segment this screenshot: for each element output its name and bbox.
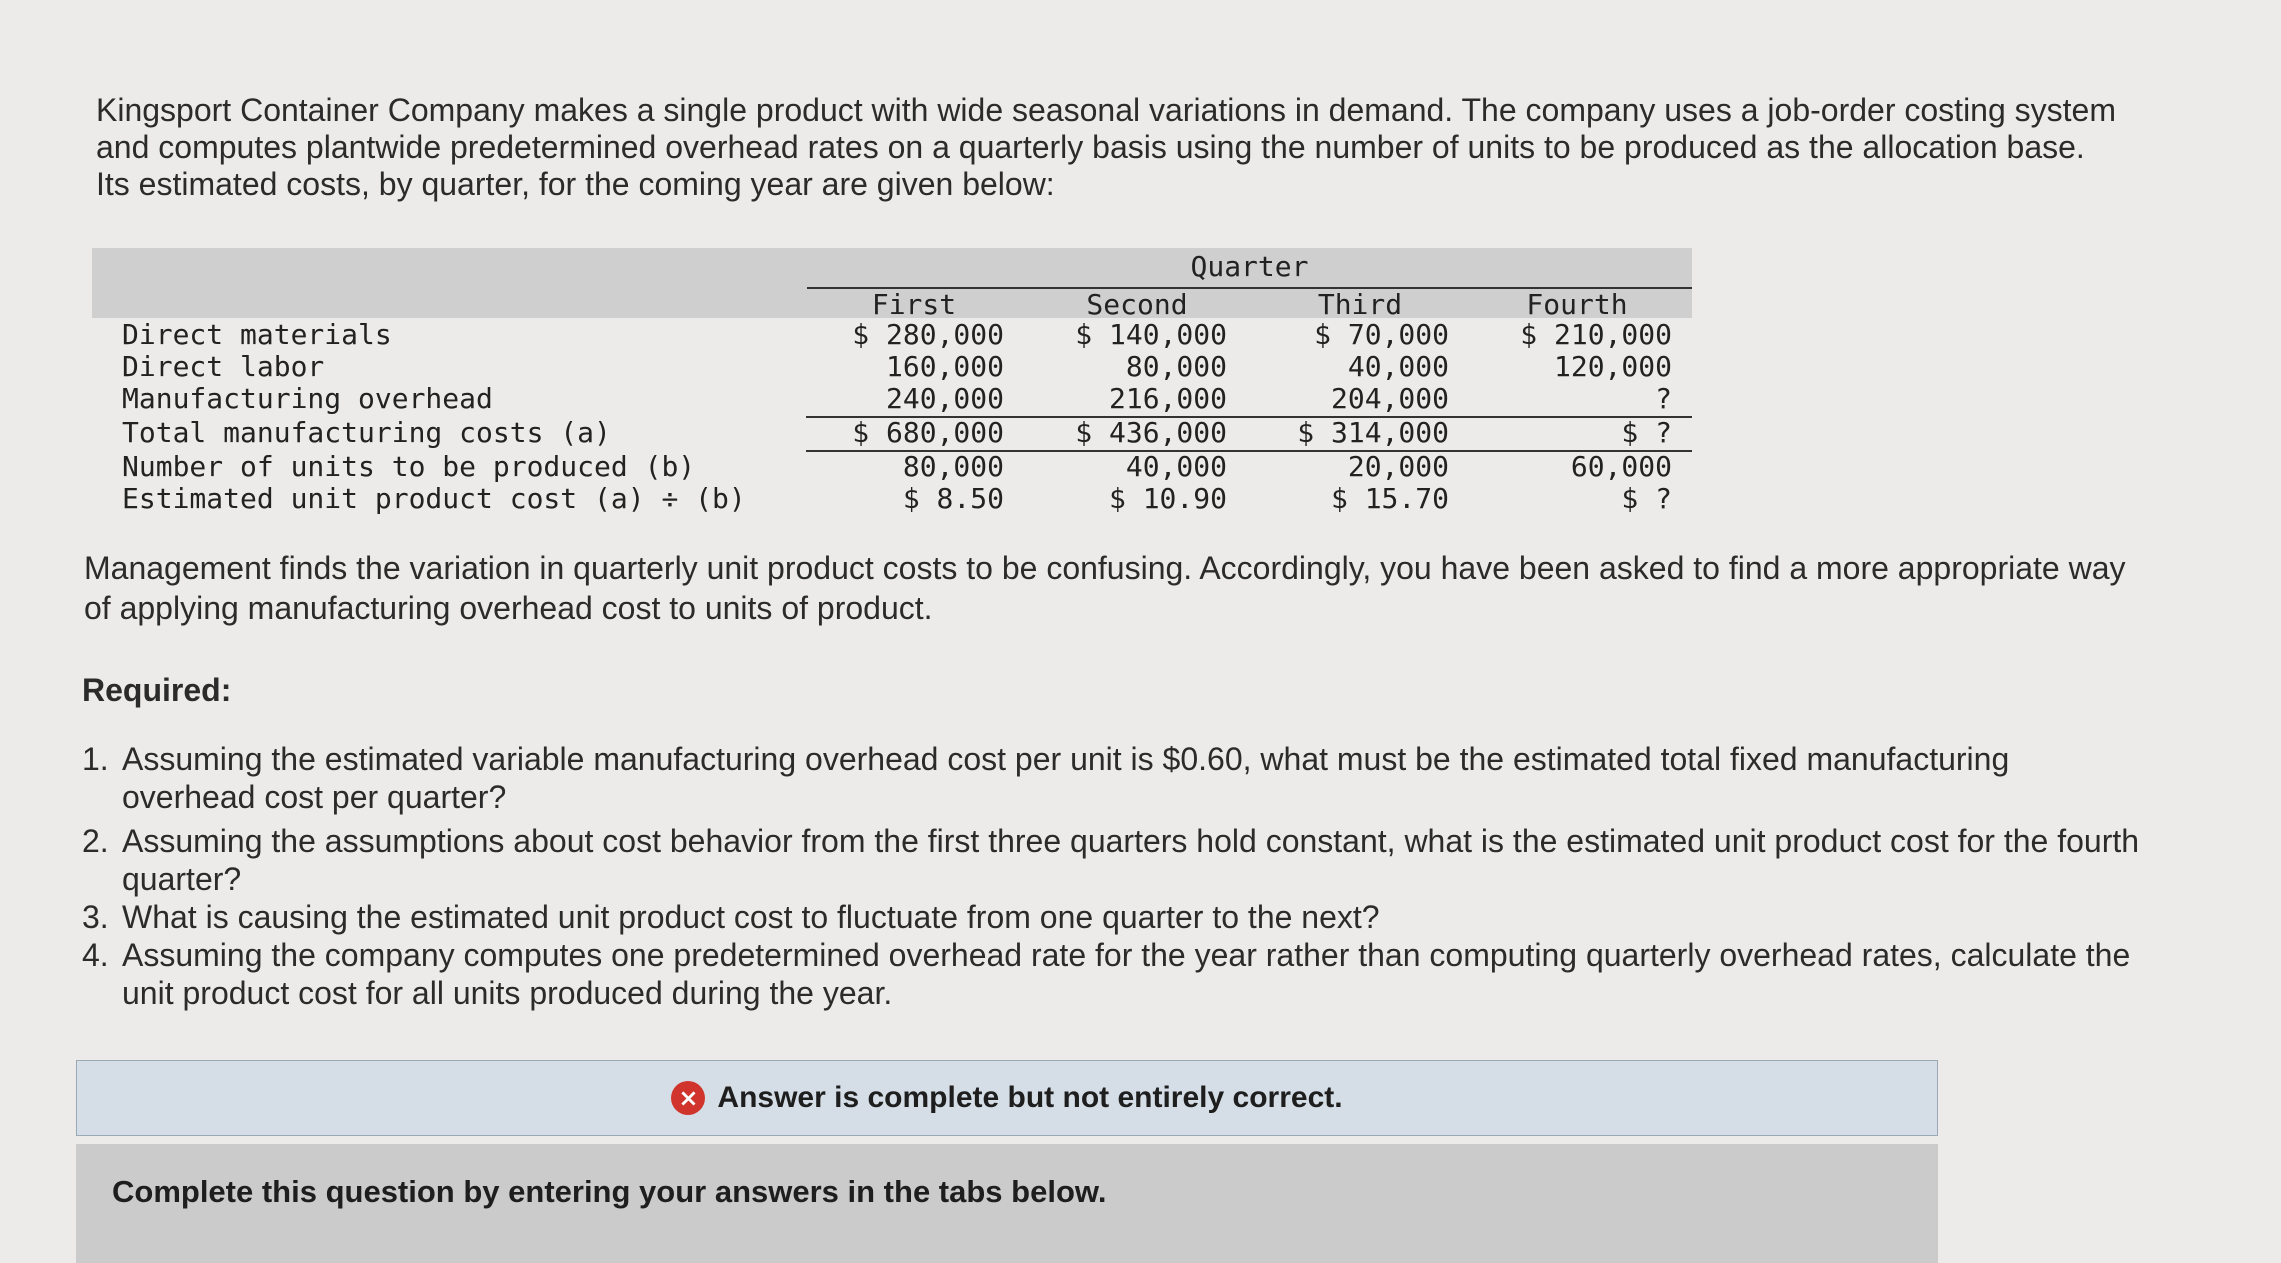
cell-dm-third: $ 70,000 (1314, 318, 1449, 351)
tabs-instruction-text: Complete this question by entering your answers in the tabs below. (112, 1174, 1107, 1209)
cell-dm-fourth: $ 210,000 (1520, 318, 1672, 351)
management-paragraph: Management finds the variation in quarterly unit product costs to be confusing. Accordingly, you have been asked to find a more appropriate way of applying manufacturing overhead cost to units of product. (84, 550, 2126, 626)
cell-total-third: $ 314,000 (1297, 416, 1449, 449)
requirement-text: What is causing the estimated unit product cost to fluctuate from one quarter to the next? (122, 899, 1380, 935)
requirement-item (82, 898, 2142, 936)
requirement-item (82, 740, 2142, 816)
cell-dl-third: 40,000 (1347, 350, 1449, 383)
requirement-text: Assuming the company computes one predetermined overhead rate for the year rather than computing quarterly overhead rates, calculate the unit product cost for all units produced during the year. (122, 937, 2131, 1011)
column-header-fourth: Fourth (1526, 288, 1628, 321)
cell-unitcost-second: $ 10.90 (1108, 482, 1227, 515)
required-heading: Required: (82, 672, 232, 708)
row-label-unit-cost: Estimated unit product cost (a) ÷ (b) (122, 482, 746, 515)
error-x-icon: × (671, 1081, 705, 1115)
cell-moh-third: 204,000 (1330, 382, 1449, 415)
requirement-item (82, 822, 2142, 898)
cell-unitcost-third: $ 15.70 (1330, 482, 1449, 515)
cell-moh-second: 216,000 (1108, 382, 1227, 415)
requirement-text: Assuming the estimated variable manufacturing overhead cost per unit is $0.60, what must be the estimated total fixed manufacturing overhead cost per quarter? (122, 741, 2010, 815)
cell-dl-fourth: 120,000 (1553, 350, 1672, 383)
column-header-third: Third (1317, 288, 1403, 321)
cell-unitcost-first: $ 8.50 (902, 482, 1004, 515)
row-label-direct-labor: Direct labor (122, 350, 325, 383)
cell-unitcost-fourth: $ ? (1621, 482, 1672, 515)
column-header-second: Second (1086, 288, 1188, 321)
row-label-total-costs: Total manufacturing costs (a) (122, 416, 611, 449)
requirement-number: 4. (82, 937, 109, 973)
cell-units-first: 80,000 (902, 450, 1004, 483)
cell-total-first: $ 680,000 (852, 416, 1004, 449)
row-label-manufacturing-overhead: Manufacturing overhead (122, 382, 493, 415)
answer-status-text: Answer is complete but not entirely correct. (717, 1081, 1343, 1114)
requirements-list (82, 740, 2142, 1012)
cell-total-fourth: $ ? (1621, 416, 1672, 449)
row-label-direct-materials: Direct materials (122, 318, 392, 351)
cell-moh-first: 240,000 (885, 382, 1004, 415)
requirement-number: 3. (82, 899, 109, 935)
cell-dl-second: 80,000 (1125, 350, 1227, 383)
answer-status-bar (76, 1060, 1938, 1136)
cell-units-second: 40,000 (1125, 450, 1227, 483)
requirement-item (82, 936, 2142, 1012)
intro-paragraph: Kingsport Container Company makes a single product with wide seasonal variations in demand. The company uses a job-order costing system and computes plantwide predetermined overhead rates on a quarterly basis using the number of units to be produced as the allocation base. Its estimated costs, by quarter, for the coming year are given below: (96, 92, 2116, 202)
requirement-number: 1. (82, 741, 109, 777)
column-header-first: First (871, 288, 957, 321)
row-label-units: Number of units to be produced (b) (122, 450, 696, 483)
cell-dm-second: $ 140,000 (1075, 318, 1227, 351)
cell-units-third: 20,000 (1347, 450, 1449, 483)
cell-total-second: $ 436,000 (1075, 416, 1227, 449)
quarter-group-header: Quarter (807, 250, 1692, 289)
cell-moh-fourth: ? (1655, 382, 1672, 415)
cell-units-fourth: 60,000 (1570, 450, 1672, 483)
answer-tabs-panel (76, 1144, 1938, 1263)
requirement-number: 2. (82, 823, 109, 859)
requirement-text: Assuming the assumptions about cost behavior from the first three quarters hold constant, what is the estimated unit product cost for the fourth quarter? (122, 823, 2140, 897)
cell-dl-first: 160,000 (885, 350, 1004, 383)
cell-dm-first: $ 280,000 (852, 318, 1004, 351)
